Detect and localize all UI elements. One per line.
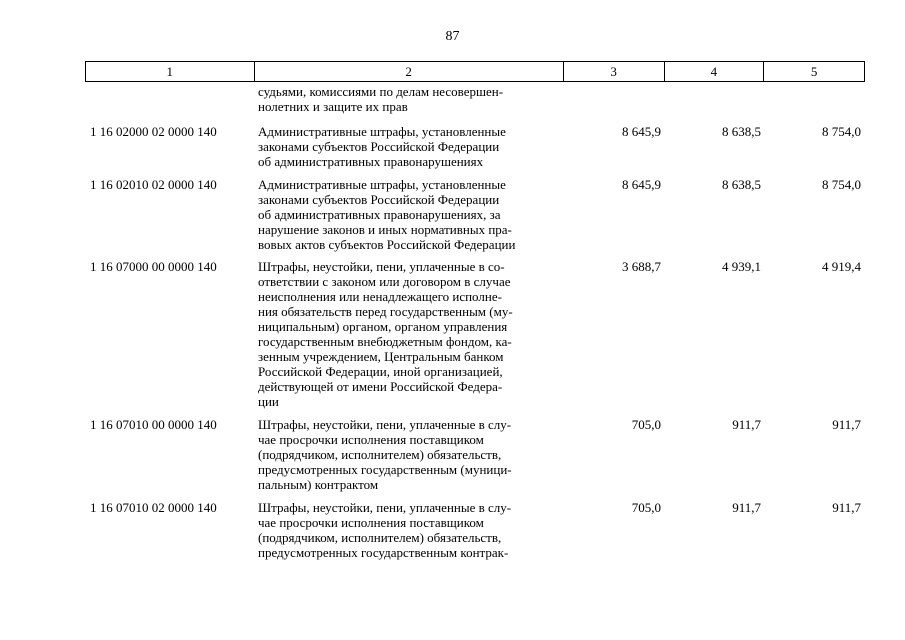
row-name: Штрафы, неустойки, пени, уплаченные в слу- чае просрочки исполнения поставщиком (подрядчиком, исполнителем) обязательств, предусмотренных государственным контрак- [258,500,512,560]
row-name: Административные штрафы, установленные законами субъектов Российской Федерации об административных правонарушениях, за нарушение законов и иных нормативных пра- вовых актов субъектов Российской Федерации [258,177,516,252]
table-row [85,124,865,169]
row-code: 1 16 07010 02 0000 140 [90,500,217,515]
row-name: Штрафы, неустойки, пени, уплаченные в слу- чае просрочки исполнения поставщиком (подрядчиком, исполнителем) обязательств, предусмотренных государственным (муници- пальным) контрактом [258,417,512,492]
row-value-3: 8 645,9 [622,177,661,192]
page-number: 87 [445,29,460,44]
row-value-4: 8 638,5 [722,124,761,139]
row-value-5: 4 919,4 [822,259,861,274]
row-code: 1 16 07000 00 0000 140 [90,259,217,274]
row-name: Штрафы, неустойки, пени, уплаченные в со- ответствии с законом или договором в случае неисполнения или ненадлежащего исполне- ния обязательств перед государственным (му- ниципальным) органом, органом управления государственным внебюджетным фондом, ка- зенным учреждением, Центральным банком Российской Федерации, иной организацией, действующей от имени Российской Федера- ции [258,259,513,409]
row-code: 1 16 07010 00 0000 140 [90,417,217,432]
header-col-5: 5 [810,64,818,79]
row-code: 1 16 02010 02 0000 140 [90,177,217,192]
table-row [85,84,865,114]
row-code: 1 16 02000 02 0000 140 [90,124,217,139]
row-value-3: 705,0 [631,417,661,432]
header-col-1: 1 [86,62,255,81]
row-name: судьями, комиссиями по делам несовершен- нолетних и защите их прав [258,84,504,114]
table-row [85,417,865,492]
row-value-4: 8 638,5 [722,177,761,192]
row-value-4: 911,7 [732,417,761,432]
table-row [85,177,865,252]
row-value-5: 911,7 [832,417,861,432]
row-value-5: 8 754,0 [822,124,861,139]
table-row [85,259,865,409]
row-name: Административные штрафы, установленные законами субъектов Российской Федерации об административных правонарушениях [258,124,506,169]
row-value-5: 8 754,0 [822,177,861,192]
header-col-4: 4 [665,62,765,81]
table-body [85,82,865,560]
table-header [85,61,865,82]
row-value-3: 8 645,9 [622,124,661,139]
row-value-5: 911,7 [832,500,861,515]
header-col-2: 2 [255,62,564,81]
row-value-3: 705,0 [631,500,661,515]
row-value-3: 3 688,7 [622,259,661,274]
table-row [85,500,865,560]
header-col-3: 3 [564,62,665,81]
row-value-4: 4 939,1 [722,259,761,274]
row-value-4: 911,7 [732,500,761,515]
